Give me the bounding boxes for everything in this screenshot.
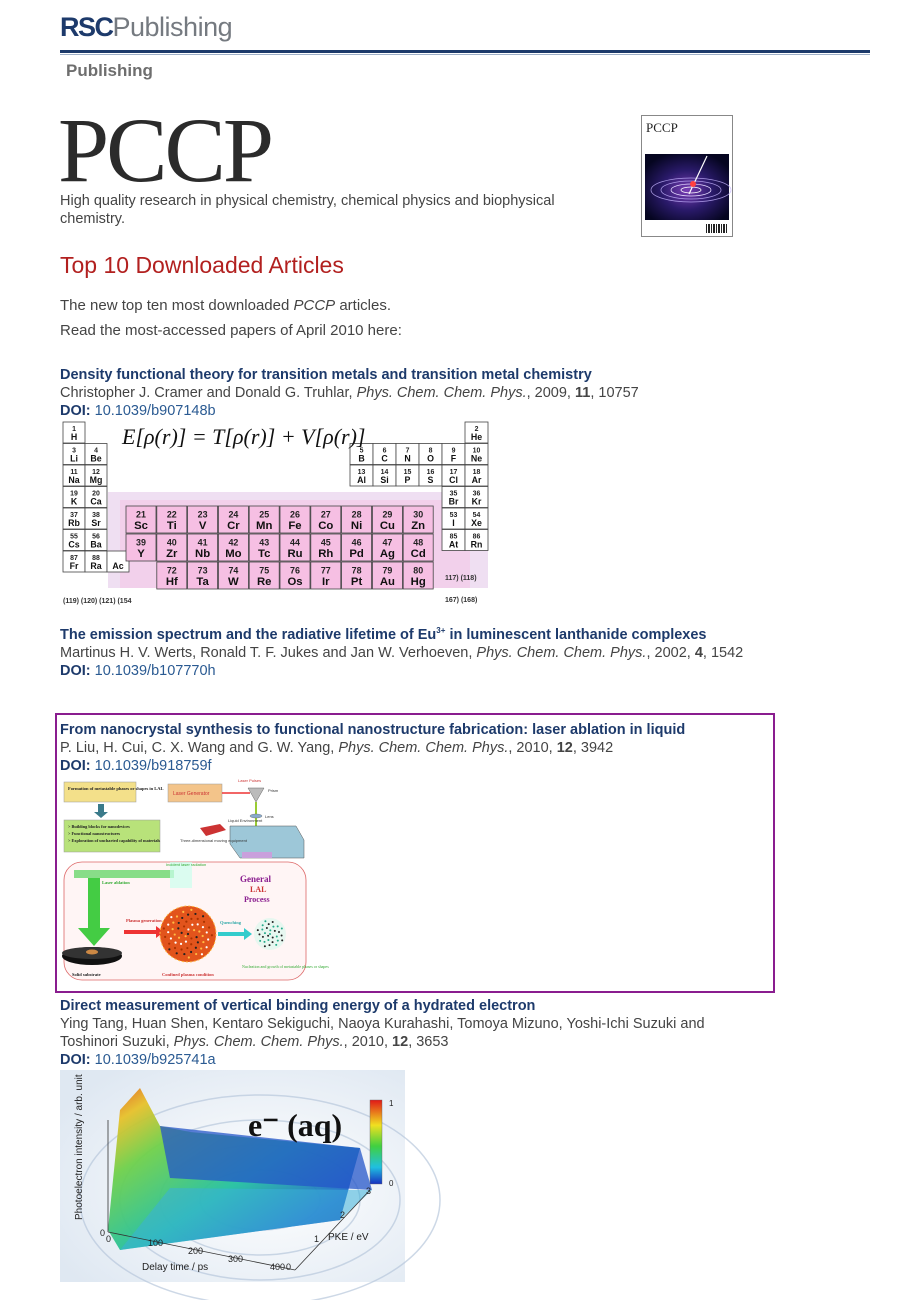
article-citation: Martinus H. V. Werts, Ronald T. F. Jukes and Jan W. Verhoeven, Phys. Chem. Chem. Phys., 2002, 4, 1542	[60, 644, 744, 661]
element-number: 9	[451, 447, 456, 455]
nanoparticle	[259, 940, 261, 942]
journal-tagline: High quality research in physical chemistry, chemical physics and biophysical chemistry.	[60, 193, 555, 227]
plasma-particle	[208, 926, 210, 928]
superheavy-right-b: 167) (168)	[445, 597, 478, 604]
element-number: 53	[449, 511, 458, 519]
plasma-particle	[186, 947, 188, 949]
fig3-prism: Prism	[268, 788, 279, 793]
article-title-link[interactable]: From nanocrystal synthesis to functional nanostructure fabrication: laser ablation in liquid	[60, 722, 686, 738]
element-number: 2	[474, 425, 479, 433]
element-number: 73	[197, 565, 208, 576]
element-number: 24	[228, 509, 239, 520]
cover-title: PCCP	[646, 120, 678, 135]
fig3-incident: Incident laser radiation	[166, 862, 207, 867]
article-title-link[interactable]: Direct measurement of vertical binding energy of a hydrated electron	[60, 998, 536, 1014]
element-number: 7	[405, 447, 410, 455]
element-number: 25	[259, 509, 270, 520]
nanoparticle	[262, 924, 264, 926]
nanoparticle	[274, 930, 276, 932]
header-rule	[60, 50, 870, 53]
fig3-laser-pulses: Laser Pulses	[238, 778, 262, 783]
page-title: Top 10 Downloaded Articles	[60, 252, 344, 278]
plasma-particle	[170, 937, 172, 939]
element-number: 10	[472, 447, 481, 455]
element-symbol: Ti	[166, 520, 177, 533]
element-symbol: Zr	[166, 548, 178, 561]
nanoparticle	[276, 935, 278, 937]
plasma-particle	[185, 935, 187, 937]
element-number: 55	[70, 533, 78, 541]
plasma-particle	[190, 943, 192, 945]
element-symbol: Sr	[91, 518, 101, 529]
nanoparticle	[275, 944, 277, 946]
plasma-particle	[195, 947, 197, 949]
nanoparticle	[272, 941, 274, 943]
nanoparticle	[261, 929, 263, 931]
element-number: 75	[259, 565, 270, 576]
article-citation: P. Liu, H. Cui, C. X. Wang and G. W. Yang, Phys. Chem. Chem. Phys., 2010, 12, 3942	[60, 740, 614, 756]
element-symbol: N	[404, 453, 411, 464]
element-symbol: Sc	[134, 520, 148, 533]
element-symbol: Al	[357, 475, 366, 486]
nanoparticle	[277, 925, 279, 927]
header-rule-thin	[60, 54, 870, 55]
cover-artwork	[645, 154, 729, 220]
element-number: 4	[94, 447, 98, 455]
nanoparticle	[266, 927, 268, 929]
plasma-particle	[195, 953, 197, 955]
fig3-laser-ablation: Laser ablation	[102, 880, 130, 885]
plasma-particle	[202, 915, 204, 917]
element-symbol: Cd	[410, 548, 426, 561]
superheavy-left: (119) (120) (121) (154	[63, 598, 132, 605]
plasma-particle	[200, 947, 202, 949]
article-title-link[interactable]: The emission spectrum and the radiative lifetime of $Eu^{3+}$ in luminescent lanthanide complexes	[60, 626, 707, 643]
element-number: 3	[72, 447, 76, 455]
plasma-particle	[182, 911, 184, 913]
article-item	[60, 997, 750, 1069]
pke-tick-label: 1	[314, 1234, 320, 1244]
fig3-lal: LAL	[250, 885, 267, 894]
element-symbol: I	[452, 518, 455, 529]
element-number: 46	[351, 537, 362, 548]
nanoparticle	[272, 926, 274, 928]
element-number: 20	[92, 490, 100, 498]
pke-tick-label: 0	[286, 1262, 292, 1272]
plasma-particle	[207, 938, 209, 940]
article-citation: Ying Tang, Huan Shen, Kentaro Sekiguchi, Naoya Kurahashi, Tomoya Mizuno, Yoshi-Ichi Suzuki and Toshinori Suzuki, Phys. Chem. Chem. Phys., 2010, 12, 3653	[60, 1016, 705, 1050]
nanoparticle	[264, 932, 266, 934]
plasma-particle	[197, 918, 199, 920]
element-number: 23	[197, 509, 208, 520]
element-number: 1	[72, 425, 76, 433]
element-number: 17	[449, 468, 458, 476]
fig3-process: Process	[244, 895, 270, 904]
element-symbol: Tc	[258, 548, 271, 561]
plasma-particle	[167, 931, 169, 933]
element-number: 5	[359, 447, 364, 455]
element-number: 11	[70, 468, 78, 476]
element-symbol: C	[381, 453, 388, 464]
nanoparticle	[257, 929, 259, 931]
article-doi: DOI: 10.1039/b107770h	[60, 662, 216, 679]
hydrated-electron-figure	[60, 1070, 405, 1282]
plasma-particle	[187, 914, 189, 916]
fig3-equipment: Three-dimensional moving equipment	[180, 838, 247, 843]
element-symbol: Kr	[471, 496, 482, 507]
element-symbol: Hf	[165, 576, 178, 589]
element-number: 37	[70, 511, 78, 519]
fig3-quenching: Quenching	[220, 920, 242, 925]
element-symbol: Si	[380, 475, 389, 486]
element-symbol: Ru	[287, 548, 303, 561]
plasma-particle	[183, 953, 185, 955]
plasma-particle	[170, 916, 172, 918]
plasma-particle	[201, 953, 203, 955]
element-number: 78	[351, 565, 362, 576]
element-number: 74	[228, 565, 239, 576]
element-symbol: Ra	[90, 561, 102, 572]
periodic-table-figure	[60, 420, 488, 610]
element-symbol: Rn	[470, 539, 483, 550]
laser-ablation-figure	[60, 778, 329, 986]
fig4-cbar-top: 1	[389, 1099, 394, 1108]
plasma-particle	[176, 915, 178, 917]
nanoparticle	[278, 931, 280, 933]
fig4-zlabel: PKE / eV	[328, 1232, 369, 1243]
element-symbol: Ta	[196, 576, 209, 589]
nanoparticle	[272, 937, 274, 939]
element-symbol: Mn	[256, 520, 273, 533]
fig3-lens: Lens	[265, 814, 274, 819]
fig4-xlabel: Delay time / ps	[142, 1262, 209, 1273]
delay-tick-label: 300	[228, 1254, 244, 1264]
fig3-general: General	[240, 874, 271, 884]
element-number: 18	[472, 468, 481, 476]
fig3-box3a: > Building blocks for nanodevices	[68, 824, 130, 829]
nanoparticle	[269, 929, 271, 931]
fig4-zero-a: 0	[100, 1228, 106, 1238]
element-symbol: At	[448, 539, 459, 550]
fig4-ylabel: Photoelectron intensity / arb. unit	[74, 1074, 85, 1220]
nanoparticle	[268, 944, 270, 946]
nanoparticle	[272, 921, 274, 923]
plasma-particle	[181, 932, 183, 934]
element-symbol: Cl	[449, 475, 458, 486]
fig3-plasma-gen: Plasma generation	[126, 918, 162, 923]
article-doi: DOI: 10.1039/b918759f	[60, 758, 212, 774]
nanoparticle	[277, 940, 279, 942]
element-number: 36	[472, 490, 481, 498]
article-item	[60, 622, 750, 680]
fig4-zero-b: 0	[106, 1234, 112, 1244]
element-number: 41	[197, 537, 208, 548]
fig3-liquid: Liquid Environment	[228, 818, 263, 823]
element-number: 77	[320, 565, 331, 576]
plasma-particle	[174, 933, 176, 935]
element-number: 79	[382, 565, 393, 576]
plasma-particle	[185, 921, 187, 923]
journal-cover-image[interactable]	[641, 115, 733, 237]
plasma-particle	[194, 913, 196, 915]
article-doi: DOI: 10.1039/b907148b	[60, 403, 216, 419]
element-symbol: Zn	[411, 520, 426, 533]
element-number: 87	[70, 554, 78, 562]
element-number: 26	[290, 509, 300, 520]
element-number: 72	[166, 565, 177, 576]
element-number: 56	[92, 533, 100, 541]
barcode-icon	[706, 224, 728, 233]
element-symbol: Cu	[379, 520, 395, 533]
element-number: 35	[449, 490, 458, 498]
element-symbol: Li	[70, 453, 78, 464]
element-number: 42	[228, 537, 239, 548]
element-symbol: S	[427, 475, 434, 486]
nanoparticle	[264, 945, 266, 947]
plasma-particle	[168, 948, 170, 950]
element-number: 86	[472, 533, 481, 541]
element-symbol: F	[450, 453, 457, 464]
nanoparticle	[268, 923, 270, 925]
plasma-particle	[181, 917, 183, 919]
element-number: 6	[382, 447, 387, 455]
fig3-laser-generator: Laser Generator	[173, 791, 210, 797]
nanoparticle	[269, 933, 271, 935]
journal-logo: PCCP	[58, 99, 272, 201]
element-number: 43	[259, 537, 270, 548]
fig3-nucleation: Nucleation and growth of metastable phases or shapes	[242, 964, 329, 969]
element-symbol: P	[404, 475, 411, 486]
article-item	[60, 366, 750, 420]
element-symbol: Cs	[68, 539, 80, 550]
logo-publishing-text: Publishing	[112, 12, 233, 42]
element-symbol: Ne	[470, 453, 483, 464]
plasma-particle	[203, 921, 205, 923]
plasma-particle	[177, 927, 179, 929]
plasma-particle	[168, 943, 170, 945]
plasma-particle	[180, 948, 182, 950]
delay-tick-label: 200	[188, 1246, 204, 1256]
element-number: 21	[136, 509, 146, 520]
fig4-cbar-bottom: 0	[389, 1179, 394, 1188]
element-symbol: B	[358, 453, 365, 464]
element-symbol: Ca	[90, 496, 102, 507]
element-symbol: Mo	[225, 548, 242, 561]
plasma-particle	[180, 943, 182, 945]
element-symbol: Mg	[89, 475, 103, 486]
plasma-particle	[178, 937, 180, 939]
element-number: 47	[382, 537, 393, 548]
element-symbol: O	[427, 453, 434, 464]
element-number: 88	[92, 554, 100, 562]
element-symbol: Pd	[349, 548, 364, 561]
delay-tick-label: 100	[148, 1238, 164, 1248]
element-number: 76	[290, 565, 300, 576]
plasma-particle	[190, 918, 192, 920]
fig3-box1: Formation of metastable phases or shapes in LAL	[68, 786, 164, 791]
plasma-particle	[178, 922, 180, 924]
article-citation: Christopher J. Cramer and Donald G. Truhlar, Phys. Chem. Chem. Phys., 2009, 11, 10757	[60, 385, 639, 401]
element-symbol: Ar	[471, 475, 482, 486]
plasma-particle	[202, 926, 204, 928]
element-number: 38	[92, 511, 100, 519]
element-number: 44	[290, 537, 300, 548]
element-symbol: Fe	[288, 520, 302, 533]
plasma-particle	[193, 929, 195, 931]
plasma-particle	[190, 951, 192, 953]
nanoparticle	[258, 933, 260, 935]
element-symbol: Co	[318, 520, 334, 533]
element-number: 45	[320, 537, 331, 548]
intro-text-2: Read the most-accessed papers of April 2010 here:	[60, 322, 402, 339]
element-number: 8	[428, 447, 433, 455]
plasma-particle	[174, 942, 176, 944]
plasma-particle	[211, 934, 213, 936]
element-symbol: Nb	[195, 548, 211, 561]
plasma-particle	[176, 952, 178, 954]
plasma-particle	[202, 941, 204, 943]
plasma-particle	[183, 925, 185, 927]
element-symbol: He	[470, 432, 483, 443]
plasma-particle	[197, 941, 199, 943]
intro-text: The new top ten most downloaded PCCP articles.	[60, 297, 392, 314]
element-symbol: Re	[256, 576, 272, 589]
article-item	[60, 721, 750, 775]
element-number: 48	[413, 537, 424, 548]
element-number: 12	[92, 468, 100, 476]
element-symbol: Na	[68, 475, 80, 486]
plasma-particle	[202, 935, 204, 937]
element-number: 30	[413, 509, 424, 520]
element-symbol: V	[198, 520, 207, 533]
element-number: 15	[403, 468, 412, 476]
plasma-particle	[174, 947, 176, 949]
element-number: 80	[413, 565, 424, 576]
element-symbol: Au	[379, 576, 395, 589]
element-symbol: Rh	[318, 548, 334, 561]
fig3-box3c: > Exploration of uncharted capability of materials	[68, 838, 161, 843]
fig3-solid-substrate: Solid substrate	[72, 972, 101, 977]
plasma-particle	[198, 930, 200, 932]
element-symbol: Cr	[227, 520, 240, 533]
plasma-particle	[185, 941, 187, 943]
plasma-particle	[195, 936, 197, 938]
section-label: Publishing	[66, 61, 153, 80]
plasma-particle	[197, 923, 199, 925]
element-symbol: Ni	[350, 520, 363, 533]
doi-link[interactable]: 10.1039/b925741a	[94, 1052, 216, 1068]
element-number: 39	[136, 537, 146, 548]
delay-tick-label: 400	[270, 1262, 286, 1272]
doi-link[interactable]: 10.1039/b918759f	[94, 758, 212, 774]
plasma-particle	[187, 933, 189, 935]
element-symbol: Hg	[410, 576, 426, 589]
element-symbol: Rb	[68, 518, 80, 529]
doi-link[interactable]: 10.1039/b907148b	[94, 403, 216, 419]
plasma-particle	[188, 956, 190, 958]
element-number: 13	[357, 468, 366, 476]
nanoparticle	[267, 939, 269, 941]
element-number: 14	[380, 468, 389, 476]
plasma-particle	[172, 922, 174, 924]
plasma-particle	[172, 928, 174, 930]
element-number: 16	[426, 468, 435, 476]
plasma-particle	[206, 931, 208, 933]
nanoparticle	[281, 935, 283, 937]
element-symbol: Ac	[112, 561, 124, 572]
logo-rsc-text: RSC	[60, 12, 113, 42]
element-symbol: Xe	[471, 518, 482, 529]
article-title-link[interactable]: Density functional theory for transition metals and transition metal chemistry	[60, 367, 592, 383]
element-number: 28	[351, 509, 362, 520]
superheavy-right-a: 117) (118)	[445, 575, 477, 582]
fig4-title: e⁻ (aq)	[248, 1107, 343, 1143]
element-symbol: Os	[287, 576, 303, 589]
rsc-publishing-logo[interactable]	[60, 12, 232, 48]
article-doi: DOI: 10.1039/b925741a	[60, 1052, 216, 1068]
pke-tick-label: 2	[340, 1210, 346, 1220]
plasma-particle	[190, 937, 192, 939]
plasma-particle	[190, 909, 192, 911]
element-number: 29	[382, 509, 393, 520]
nanoparticle	[281, 928, 283, 930]
plasma-particle	[206, 946, 208, 948]
fig3-box3b: > Functional nanostructures	[68, 831, 121, 836]
element-number: 85	[449, 533, 458, 541]
element-symbol: Br	[448, 496, 459, 507]
pke-tick-label: 3	[366, 1186, 372, 1196]
element-symbol: Be	[90, 453, 102, 464]
dft-equation: E[ρ(r)] = T[ρ(r)] + V[ρ(r)]	[122, 424, 366, 449]
element-symbol: H	[70, 432, 78, 443]
nanoparticle	[263, 941, 265, 943]
element-number: 19	[70, 490, 78, 498]
element-symbol: Y	[137, 548, 145, 561]
plasma-particle	[163, 927, 165, 929]
plasma-particle	[187, 928, 189, 930]
nanoparticle	[281, 939, 283, 941]
element-symbol: Ba	[90, 539, 102, 550]
element-number: 40	[166, 537, 177, 548]
plasma-particle	[191, 924, 193, 926]
element-number: 54	[472, 511, 481, 519]
element-symbol: Fr	[69, 561, 79, 572]
doi-link[interactable]: 10.1039/b107770h	[94, 662, 216, 679]
plasma-particle	[164, 936, 166, 938]
plasma-particle	[167, 924, 169, 926]
element-symbol: Pt	[350, 576, 363, 589]
fig3-confined: Confined plasma condition	[162, 972, 214, 977]
nanoparticle	[267, 935, 269, 937]
nanoparticle	[264, 920, 266, 922]
element-symbol: Ag	[379, 548, 395, 561]
element-symbol: Ir	[322, 576, 330, 589]
element-number: 22	[166, 509, 177, 520]
element-number: 27	[320, 509, 331, 520]
element-symbol: W	[228, 576, 239, 589]
element-symbol: K	[70, 496, 78, 507]
nanoparticle	[262, 936, 264, 938]
